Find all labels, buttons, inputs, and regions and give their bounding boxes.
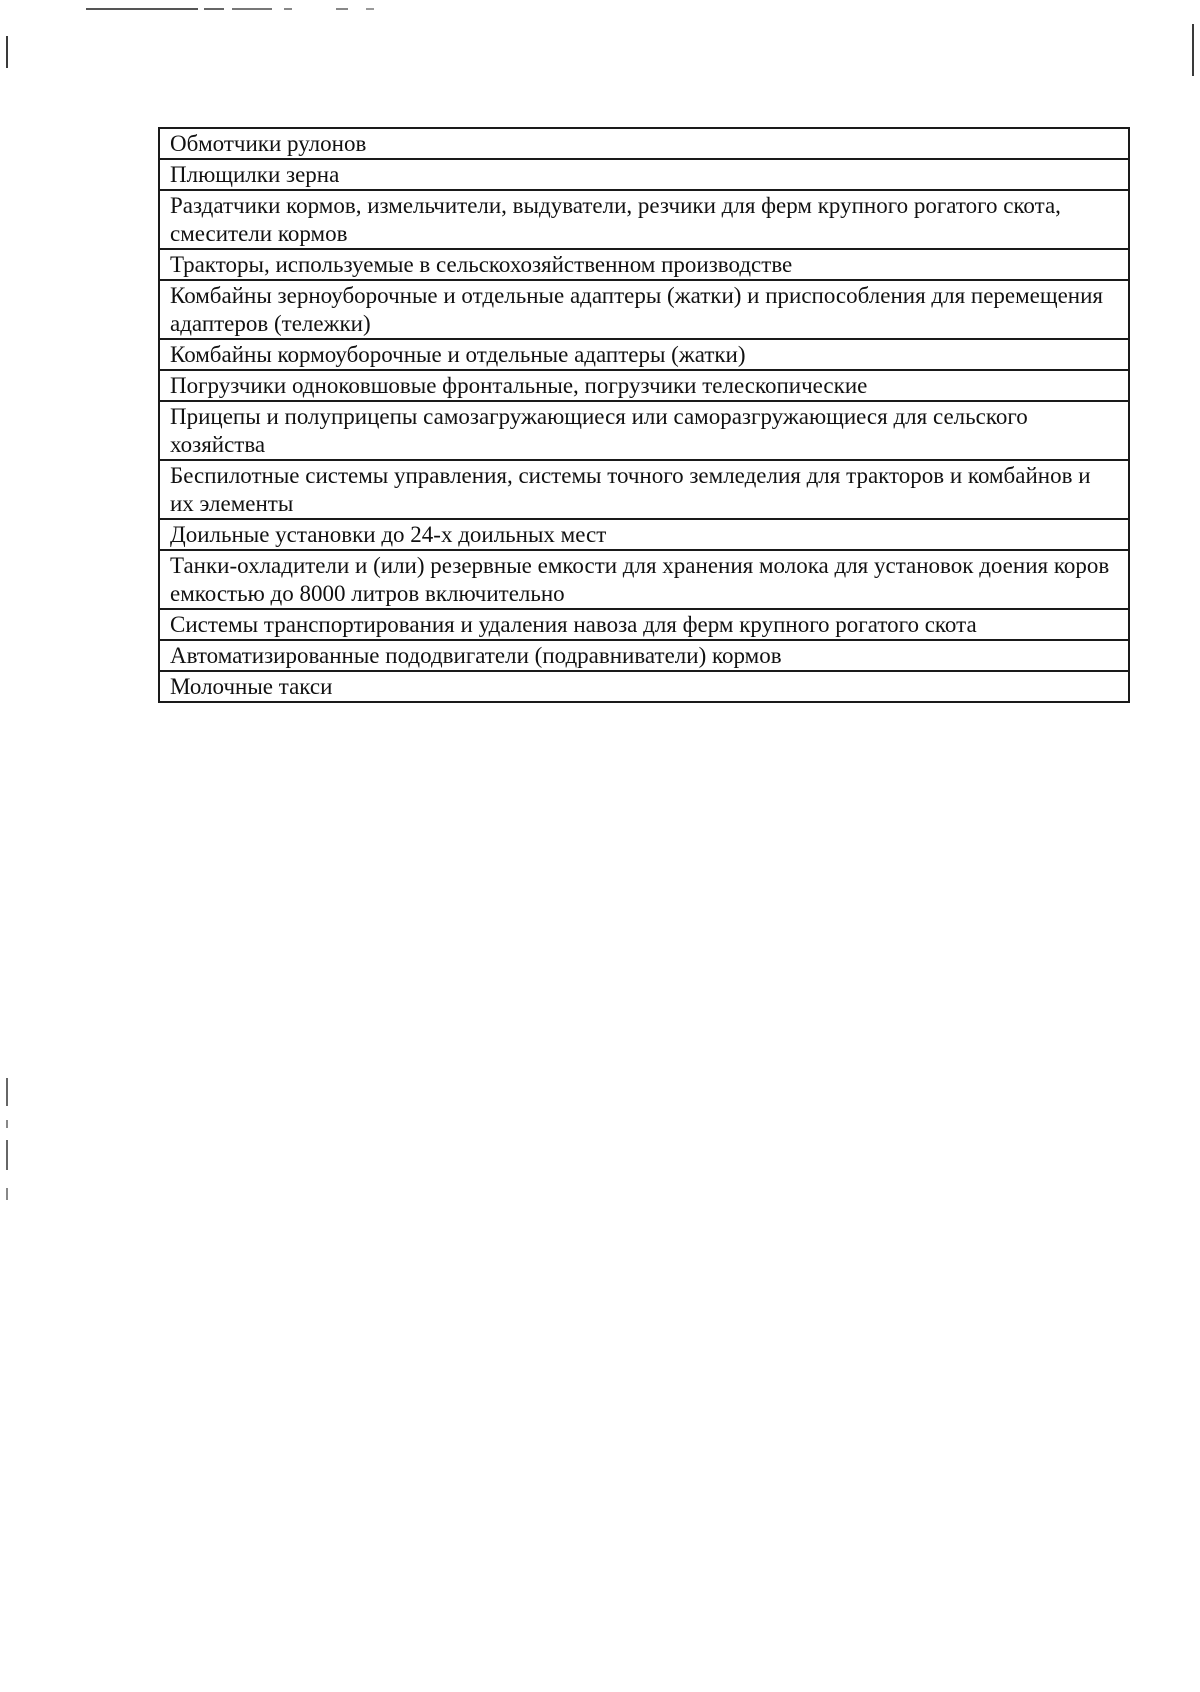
table-row — [159, 339, 1129, 370]
scan-artifact-left-margin — [6, 1188, 8, 1200]
scan-artifact-right-edge — [1192, 24, 1194, 76]
table-row — [159, 280, 1129, 339]
table-cell: Беспилотные системы управления, системы точного земледелия для тракторов и комбайнов и их элементы — [159, 460, 1129, 519]
table-row — [159, 128, 1129, 159]
scan-artifact-top-rule — [232, 8, 272, 10]
scan-artifact-top-rule — [336, 8, 348, 10]
table-cell: Раздатчики кормов, измельчители, выдуватели, резчики для ферм крупного рогатого скота, смесители кормов — [159, 190, 1129, 249]
table-cell: Тракторы, используемые в сельскохозяйственном производстве — [159, 249, 1129, 280]
table-cell: Танки-охладители и (или) резервные емкости для хранения молока для установок доения коров емкостью до 8000 литров включительно — [159, 550, 1129, 609]
table-cell: Обмотчики рулонов — [159, 128, 1129, 159]
table-row — [159, 519, 1129, 550]
scan-artifact-top-rule — [204, 8, 224, 10]
scan-artifact-left-edge — [6, 36, 8, 68]
table-cell: Доильные установки до 24-х доильных мест — [159, 519, 1129, 550]
table-row — [159, 190, 1129, 249]
table-row — [159, 249, 1129, 280]
table-cell: Комбайны зерноуборочные и отдельные адаптеры (жатки) и приспособления для перемещения адаптеров (тележки) — [159, 280, 1129, 339]
scan-artifact-left-margin — [6, 1140, 8, 1170]
table-row — [159, 159, 1129, 190]
table-row — [159, 640, 1129, 671]
table-cell: Системы транспортирования и удаления навоза для ферм крупного рогатого скота — [159, 609, 1129, 640]
scan-artifact-top-rule — [86, 8, 198, 10]
table-cell: Прицепы и полуприцепы самозагружающиеся или саморазгружающиеся для сельского хозяйства — [159, 401, 1129, 460]
table-cell: Комбайны кормоуборочные и отдельные адаптеры (жатки) — [159, 339, 1129, 370]
table-row — [159, 609, 1129, 640]
table-row — [159, 370, 1129, 401]
table-row — [159, 460, 1129, 519]
table-cell: Погрузчики одноковшовые фронтальные, погрузчики телескопические — [159, 370, 1129, 401]
scan-artifact-top-rule — [366, 8, 374, 10]
table-cell: Автоматизированные пододвигатели (подравниватели) кормов — [159, 640, 1129, 671]
scan-artifact-left-margin — [6, 1120, 8, 1128]
table-cell: Молочные такси — [159, 671, 1129, 702]
table-cell: Плющилки зерна — [159, 159, 1129, 190]
scan-artifact-left-margin — [6, 1078, 8, 1106]
table-row — [159, 401, 1129, 460]
scan-artifact-top-rule — [284, 8, 292, 10]
equipment-list-table — [158, 127, 1130, 703]
table-row — [159, 671, 1129, 702]
table-row — [159, 550, 1129, 609]
